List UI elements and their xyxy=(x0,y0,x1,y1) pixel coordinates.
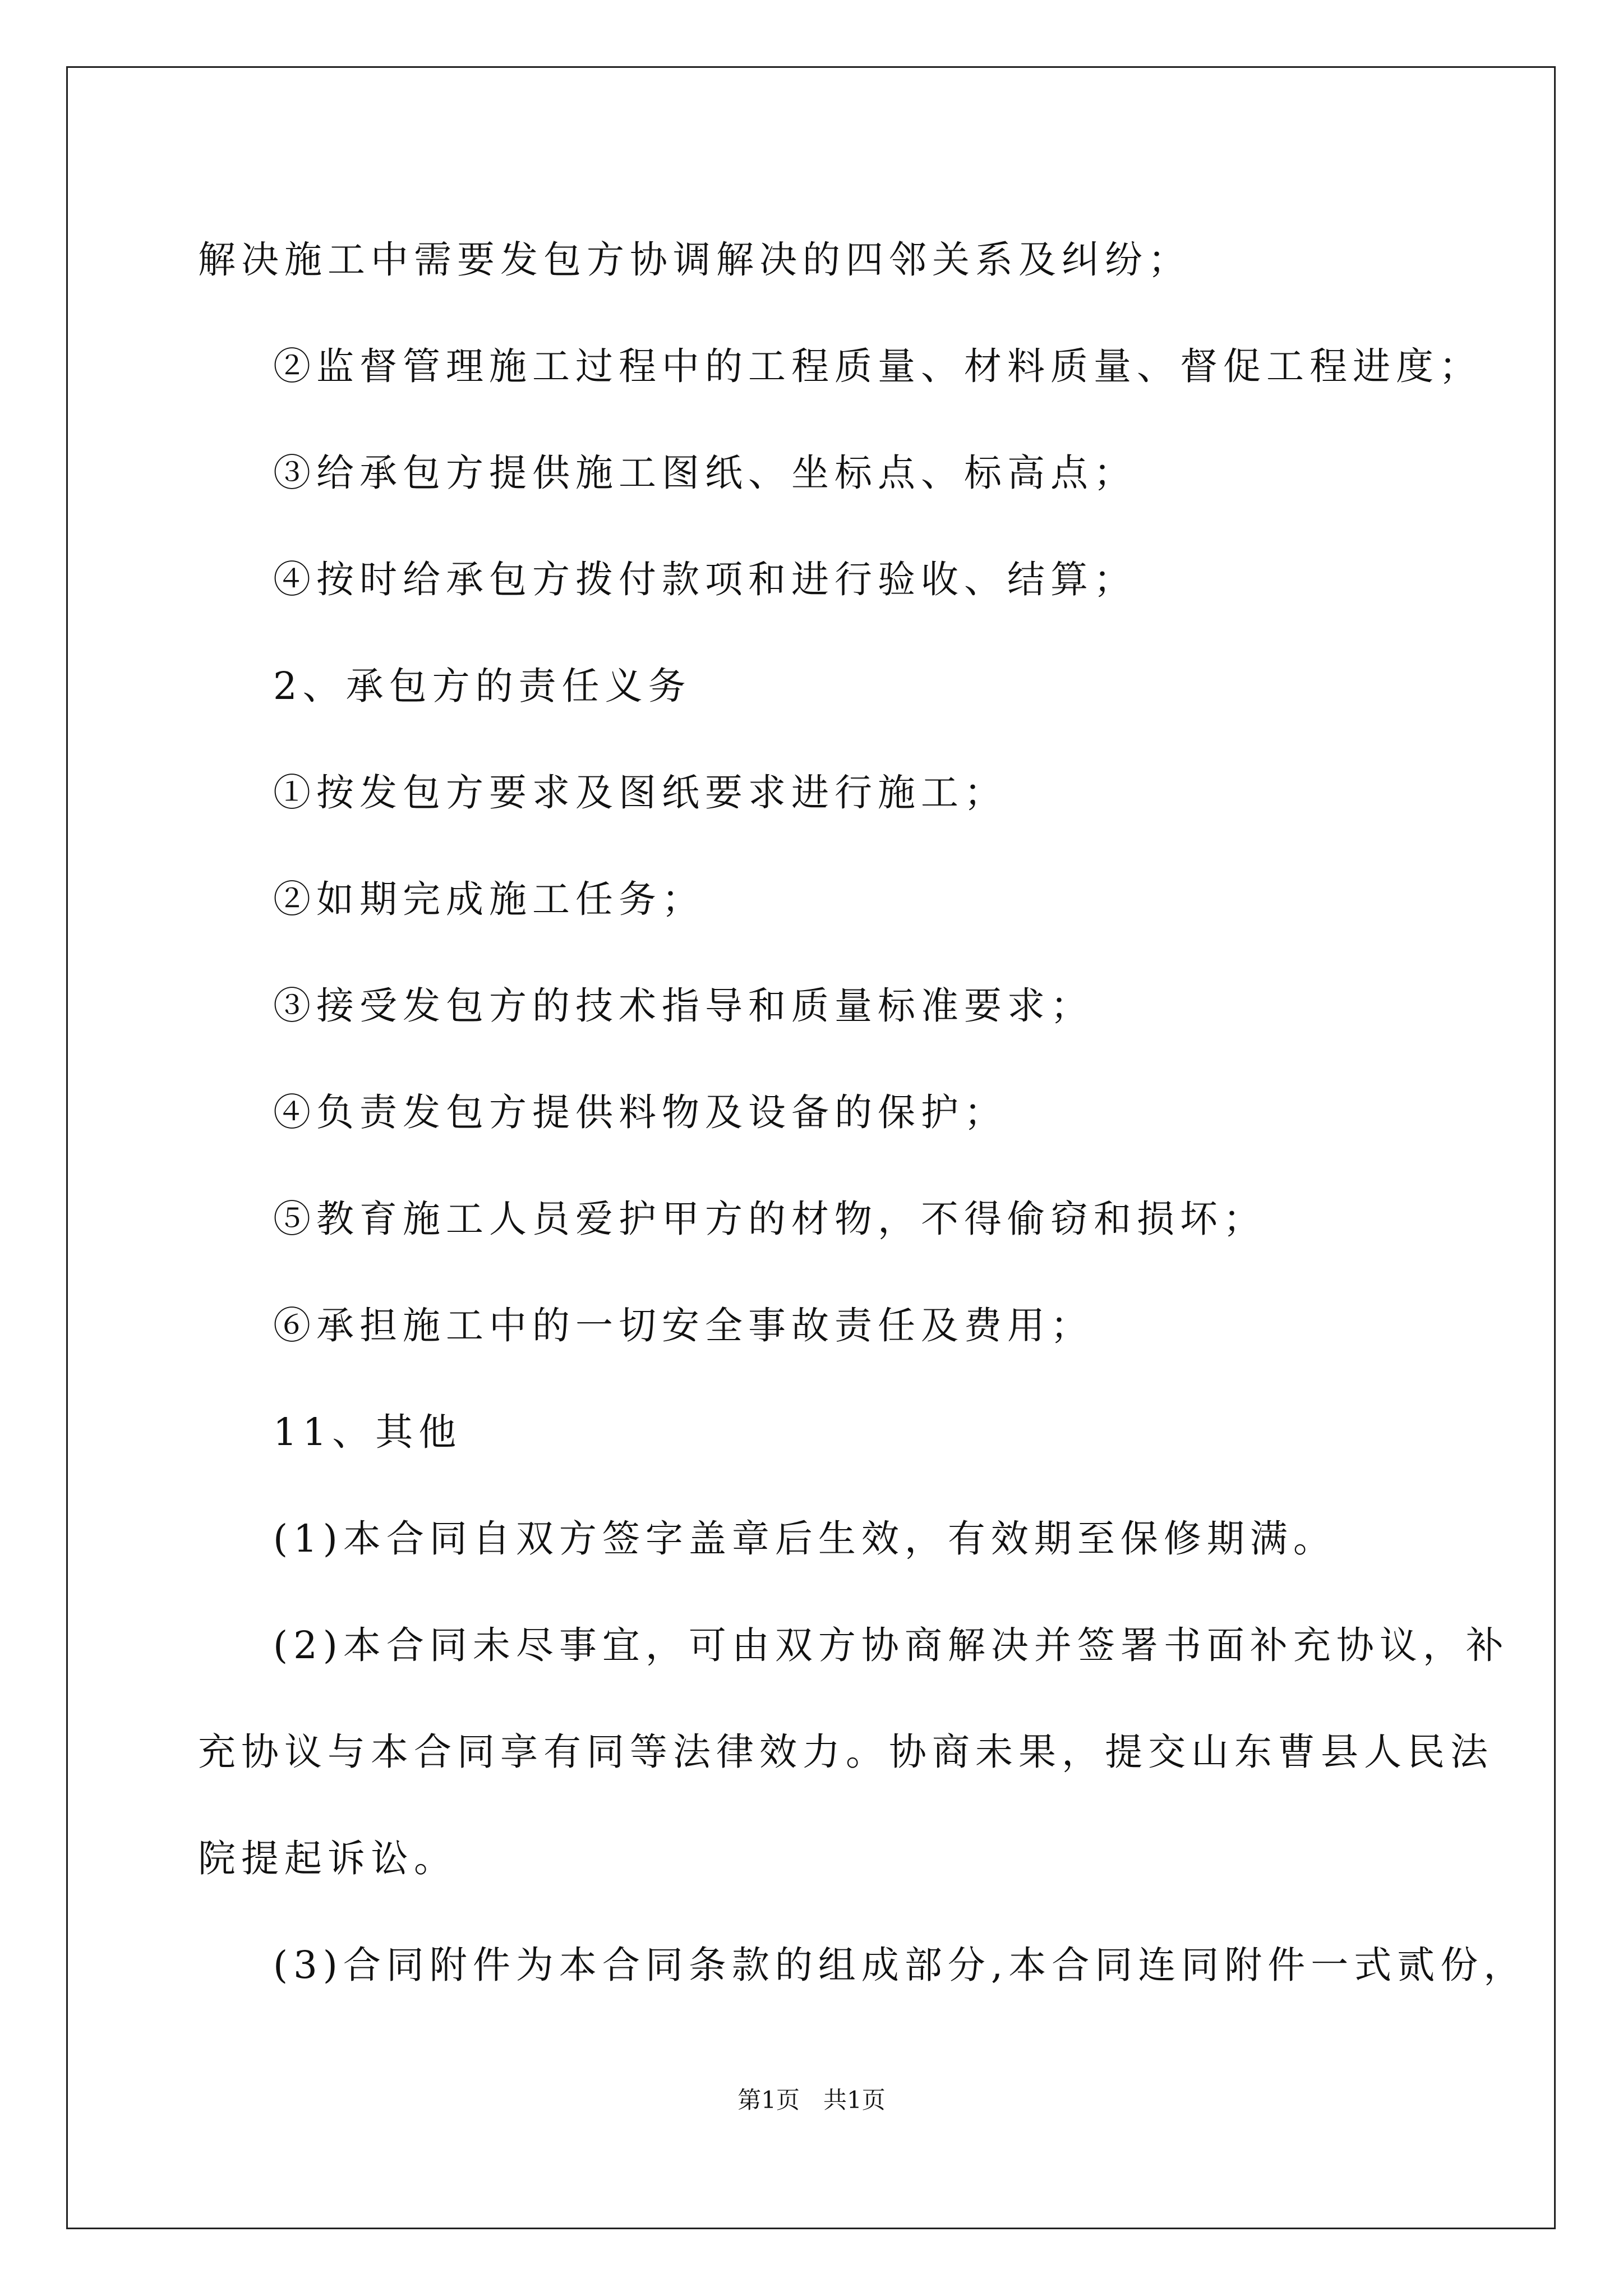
text-line: (2)本合同未尽事宜，可由双方协商解决并签署书面补充协议，补 xyxy=(273,1623,1509,1667)
text-line: ②如期完成施工任务； xyxy=(273,877,705,921)
text-line: (3)合同附件为本合同条款的组成部分,本合同连同附件一式贰份， xyxy=(273,1943,1527,1987)
text-line: 充协议与本合同享有同等法律效力。协商未果，提交山东曹县人民法 xyxy=(198,1730,1493,1774)
text-line: 解决施工中需要发包方协调解决的四邻关系及纠纷； xyxy=(198,238,1191,282)
text-line: ③接受发包方的技术指导和质量标准要求； xyxy=(273,984,1094,1028)
text-line: 院提起诉讼。 xyxy=(198,1837,457,1880)
text-line: ③给承包方提供施工图纸、坐标点、标高点； xyxy=(273,451,1137,495)
text-line: ④按时给承包方拨付款项和进行验收、结算； xyxy=(273,558,1137,601)
text-line: ⑤教育施工人员爱护甲方的材物，不得偷窃和损坏； xyxy=(273,1197,1266,1241)
text-line: ⑥承担施工中的一切安全事故责任及费用； xyxy=(273,1304,1094,1347)
document-body xyxy=(198,206,1527,2018)
text-line: ②监督管理施工过程中的工程质量、材料质量、督促工程进度； xyxy=(273,344,1482,388)
text-line: ①按发包方要求及图纸要求进行施工； xyxy=(273,771,1007,815)
page-number-footer: 第1页 共1页 xyxy=(737,2086,886,2114)
text-line: (1)本合同自双方签字盖章后生效，有效期至保修期满。 xyxy=(273,1517,1336,1561)
text-line: ④负责发包方提供料物及设备的保护； xyxy=(273,1091,1007,1134)
section-heading: 2、承包方的责任义务 xyxy=(273,664,691,708)
section-heading: 11、其他 xyxy=(273,1410,462,1454)
